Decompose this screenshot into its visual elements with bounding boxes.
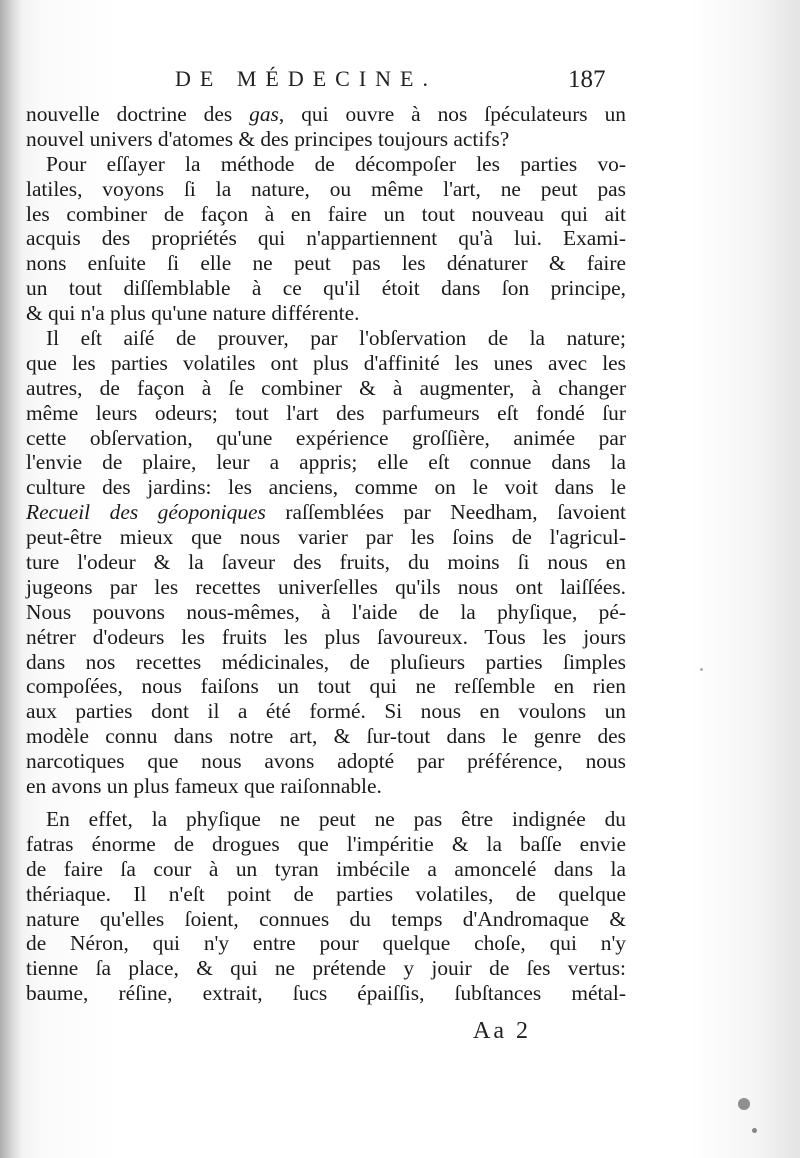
text-line [26,550,626,575]
paper-speck [700,668,703,671]
text-line [26,226,626,251]
text-line [26,401,626,426]
text-line [26,774,626,799]
text-line [26,807,626,832]
text-line [26,102,626,127]
line-text: nétrer d'odeurs les fruits les plus ſavoureux. Tous les jours [26,624,626,649]
body-text [26,102,626,1006]
paper-speck [752,1128,757,1133]
line-text: les combiner de façon à en faire un tout nouveau qui ait [26,201,626,226]
line-text: l'envie de plaire, leur a appris; elle eſt connue dans la [26,450,626,475]
line-text: acquis des propriétés qui n'appartiennent qu'à lui. Exami- [26,226,626,251]
line-text: culture des jardins: les anciens, comme on le voit dans le [26,475,626,500]
text-line [26,674,626,699]
text-line [26,650,626,675]
page-header [0,66,800,102]
text-line [26,981,626,1006]
text-line [26,575,626,600]
line-text: de Néron, qui n'y entre pour quelque choſe, qui n'y [26,931,626,956]
text-line [26,127,626,152]
line-text: que les parties volatiles ont plus d'affinité les unes avec les [26,350,626,375]
line-text: fatras énorme de drogues que l'impéritie & la baſſe envie [26,831,626,856]
line-text: thériaque. Il n'eſt point de parties volatiles, de quelque [26,881,626,906]
text-line [26,351,626,376]
line-text: nouvelle doctrine des gas, qui ouvre à nos ſpéculateurs un [26,102,626,126]
line-text: latiles, voyons ſi la nature, ou même l'art, ne peut pas [26,176,626,201]
binding-shadow [0,0,22,1158]
line-text: de faire ſa cour à un tyran imbécile a amoncelé dans la [26,856,626,881]
text-line [26,525,626,550]
line-text: nature qu'elles ſoient, connues du temps d'Andromaque & [26,906,626,931]
text-line [26,749,626,774]
line-text: baume, réſine, extrait, ſucs épaiſſis, ſubſtances métal- [26,981,626,1006]
text-line [26,832,626,857]
signature-mark: Aa 2 [473,1018,531,1044]
text-line [26,699,626,724]
text-line [26,276,626,301]
page-number: 187 [568,66,606,93]
line-text: ture l'odeur & la ſaveur des fruits, du moins ſi nous en [26,550,626,575]
line-text: modèle connu dans notre art, & ſur-tout dans le genre des [26,724,626,749]
line-text: dans nos recettes médicinales, de pluſieurs parties ſimples [26,649,626,674]
line-text: aux parties dont il a été formé. Si nous en voulons un [26,699,626,724]
text-line [26,500,626,525]
text-line [26,625,626,650]
text-line [26,600,626,625]
line-text: Il eſt aiſé de prouver, par l'obſervation de la nature; [46,326,626,351]
line-text: Pour eſſayer la méthode de décompoſer les parties vo- [46,151,626,176]
text-line [26,202,626,227]
running-head: DE MÉDECINE. [175,66,437,91]
line-text: nons enſuite ſi elle ne peut pas les dénaturer & faire [26,251,626,276]
text-line [26,956,626,981]
text-line [26,857,626,882]
text-line [26,426,626,451]
line-text: cette obſervation, qu'une expérience groſſière, animée par [26,425,626,450]
line-text: nouvel univers d'atomes & des principes toujours actifs? [26,126,510,151]
paper-speck [738,1098,750,1110]
line-text: & qui n'a plus qu'une nature différente. [26,301,360,326]
text-line [26,724,626,749]
text-line [26,907,626,932]
text-line [26,177,626,202]
text-line [26,475,626,500]
line-text: Recueil des géoponiques raſſemblées par Needham, ſavoient [26,500,626,525]
line-text: un tout diſſemblable à ce qu'il étoit dans ſon principe, [26,276,626,301]
line-text: En effet, la phyſique ne peut ne pas être indignée du [46,806,626,831]
text-line [26,251,626,276]
line-text: compoſées, nous faiſons un tout qui ne reſſemble en rien [26,674,626,699]
line-text: autres, de façon à ſe combiner & à augmenter, à changer [26,375,626,400]
line-text: Nous pouvons nous-mêmes, à l'aide de la phyſique, pé- [26,599,626,624]
line-text: narcotiques que nous avons adopté par préférence, nous [26,749,626,774]
line-text: peut-être mieux que nous varier par les ſoins de l'agricul- [26,525,626,550]
line-text: jugeons par les recettes univerſelles qu'ils nous ont laiſſées. [26,574,626,599]
line-text: même leurs odeurs; tout l'art des parfumeurs eſt fondé ſur [26,400,626,425]
text-line [26,326,626,351]
text-line [26,450,626,475]
line-text: tienne ſa place, & qui ne prétende y jouir de ſes vertus: [26,956,626,981]
text-line [26,301,626,326]
text-line [26,376,626,401]
text-line [26,152,626,177]
text-line [26,882,626,907]
text-line [26,931,626,956]
line-text: en avons un plus fameux que raiſonnable. [26,774,382,799]
